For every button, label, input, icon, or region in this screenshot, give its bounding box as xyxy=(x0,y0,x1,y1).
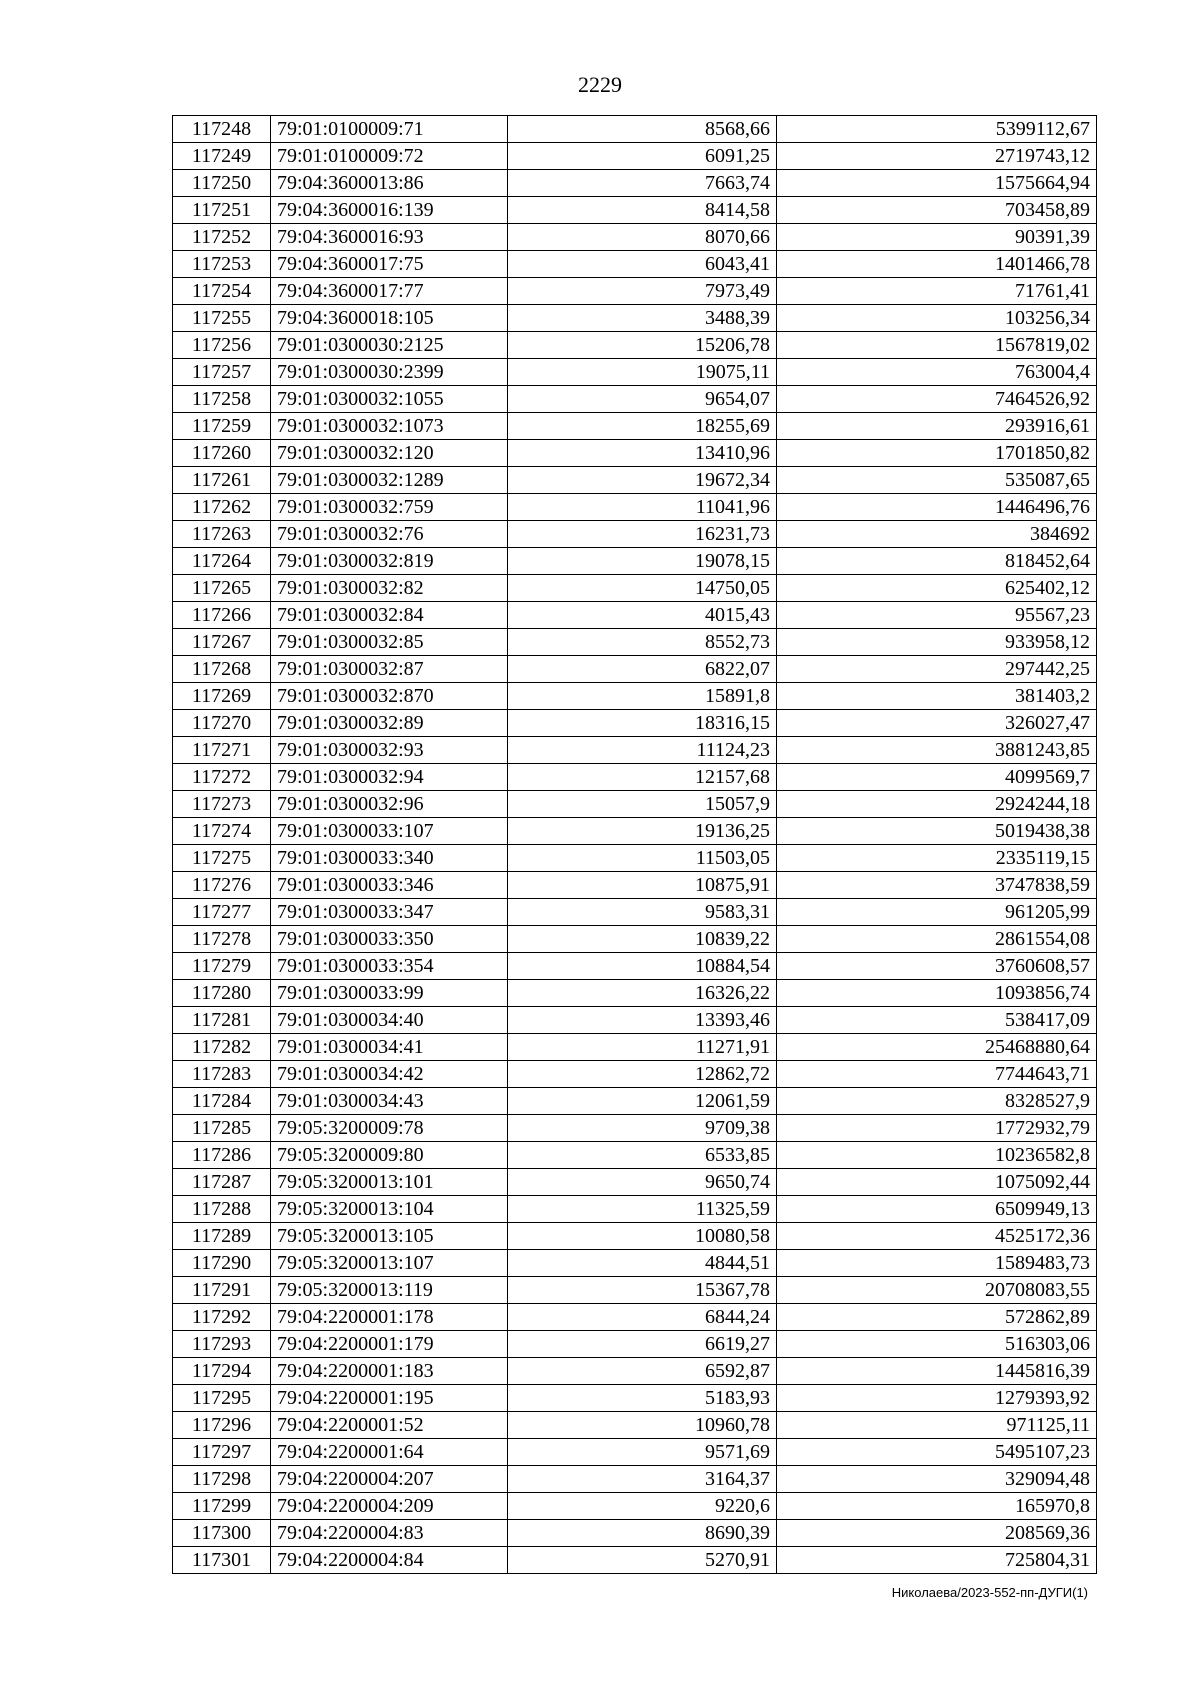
amount-cell: 297442,25 xyxy=(777,656,1097,683)
cadastral-number-cell: 79:01:0300033:99 xyxy=(271,980,508,1007)
row-number-cell: 117300 xyxy=(173,1520,271,1547)
amount-cell: 1075092,44 xyxy=(777,1169,1097,1196)
amount-cell: 3747838,59 xyxy=(777,872,1097,899)
row-number-cell: 117259 xyxy=(173,413,271,440)
table-row xyxy=(173,1385,1097,1412)
table-row xyxy=(173,683,1097,710)
cadastral-number-cell: 79:01:0300033:340 xyxy=(271,845,508,872)
amount-cell: 6509949,13 xyxy=(777,1196,1097,1223)
amount-cell: 165970,8 xyxy=(777,1493,1097,1520)
amount-cell: 20708083,55 xyxy=(777,1277,1097,1304)
cadastral-number-cell: 79:01:0300030:2125 xyxy=(271,332,508,359)
row-number-cell: 117249 xyxy=(173,143,271,170)
row-number-cell: 117272 xyxy=(173,764,271,791)
row-number-cell: 117275 xyxy=(173,845,271,872)
value-cell: 15367,78 xyxy=(508,1277,777,1304)
cadastral-number-cell: 79:01:0300032:819 xyxy=(271,548,508,575)
table-row xyxy=(173,305,1097,332)
cadastral-number-cell: 79:01:0300032:93 xyxy=(271,737,508,764)
row-number-cell: 117260 xyxy=(173,440,271,467)
amount-cell: 3760608,57 xyxy=(777,953,1097,980)
row-number-cell: 117286 xyxy=(173,1142,271,1169)
value-cell: 8552,73 xyxy=(508,629,777,656)
value-cell: 6533,85 xyxy=(508,1142,777,1169)
amount-cell: 208569,36 xyxy=(777,1520,1097,1547)
cadastral-number-cell: 79:01:0300032:759 xyxy=(271,494,508,521)
table-row xyxy=(173,386,1097,413)
table-row xyxy=(173,1034,1097,1061)
cadastral-number-cell: 79:01:0300033:354 xyxy=(271,953,508,980)
registry-table xyxy=(172,115,1097,1574)
row-number-cell: 117266 xyxy=(173,602,271,629)
value-cell: 11503,05 xyxy=(508,845,777,872)
value-cell: 13410,96 xyxy=(508,440,777,467)
row-number-cell: 117255 xyxy=(173,305,271,332)
amount-cell: 625402,12 xyxy=(777,575,1097,602)
value-cell: 9220,6 xyxy=(508,1493,777,1520)
cadastral-number-cell: 79:01:0300032:1055 xyxy=(271,386,508,413)
table-row xyxy=(173,467,1097,494)
row-number-cell: 117297 xyxy=(173,1439,271,1466)
row-number-cell: 117254 xyxy=(173,278,271,305)
table-row xyxy=(173,1142,1097,1169)
amount-cell: 3881243,85 xyxy=(777,737,1097,764)
amount-cell: 725804,31 xyxy=(777,1547,1097,1574)
row-number-cell: 117253 xyxy=(173,251,271,278)
cadastral-number-cell: 79:01:0300034:41 xyxy=(271,1034,508,1061)
value-cell: 5183,93 xyxy=(508,1385,777,1412)
cadastral-number-cell: 79:01:0100009:71 xyxy=(271,116,508,143)
amount-cell: 5495107,23 xyxy=(777,1439,1097,1466)
table-row xyxy=(173,899,1097,926)
row-number-cell: 117284 xyxy=(173,1088,271,1115)
value-cell: 5270,91 xyxy=(508,1547,777,1574)
table-row xyxy=(173,548,1097,575)
table-row xyxy=(173,1358,1097,1385)
amount-cell: 971125,11 xyxy=(777,1412,1097,1439)
row-number-cell: 117269 xyxy=(173,683,271,710)
row-number-cell: 117287 xyxy=(173,1169,271,1196)
value-cell: 10839,22 xyxy=(508,926,777,953)
row-number-cell: 117292 xyxy=(173,1304,271,1331)
row-number-cell: 117298 xyxy=(173,1466,271,1493)
value-cell: 6043,41 xyxy=(508,251,777,278)
cadastral-number-cell: 79:01:0300034:43 xyxy=(271,1088,508,1115)
cadastral-number-cell: 79:05:3200013:101 xyxy=(271,1169,508,1196)
cadastral-number-cell: 79:04:3600017:77 xyxy=(271,278,508,305)
amount-cell: 384692 xyxy=(777,521,1097,548)
table-row xyxy=(173,521,1097,548)
value-cell: 12157,68 xyxy=(508,764,777,791)
row-number-cell: 117270 xyxy=(173,710,271,737)
row-number-cell: 117301 xyxy=(173,1547,271,1574)
value-cell: 9709,38 xyxy=(508,1115,777,1142)
cadastral-number-cell: 79:05:3200013:104 xyxy=(271,1196,508,1223)
table-row xyxy=(173,1466,1097,1493)
footer-document-code: Николаева/2023-552-пп-ДУГИ(1) xyxy=(891,1585,1088,1600)
amount-cell: 4099569,7 xyxy=(777,764,1097,791)
row-number-cell: 117268 xyxy=(173,656,271,683)
amount-cell: 1445816,39 xyxy=(777,1358,1097,1385)
amount-cell: 7464526,92 xyxy=(777,386,1097,413)
row-number-cell: 117281 xyxy=(173,1007,271,1034)
row-number-cell: 117299 xyxy=(173,1493,271,1520)
value-cell: 6091,25 xyxy=(508,143,777,170)
row-number-cell: 117285 xyxy=(173,1115,271,1142)
cadastral-number-cell: 79:01:0300032:1289 xyxy=(271,467,508,494)
table-row xyxy=(173,629,1097,656)
amount-cell: 818452,64 xyxy=(777,548,1097,575)
amount-cell: 572862,89 xyxy=(777,1304,1097,1331)
value-cell: 6592,87 xyxy=(508,1358,777,1385)
value-cell: 11271,91 xyxy=(508,1034,777,1061)
value-cell: 7663,74 xyxy=(508,170,777,197)
amount-cell: 4525172,36 xyxy=(777,1223,1097,1250)
row-number-cell: 117252 xyxy=(173,224,271,251)
table-row xyxy=(173,953,1097,980)
table-row xyxy=(173,926,1097,953)
value-cell: 9583,31 xyxy=(508,899,777,926)
row-number-cell: 117290 xyxy=(173,1250,271,1277)
row-number-cell: 117282 xyxy=(173,1034,271,1061)
amount-cell: 1401466,78 xyxy=(777,251,1097,278)
row-number-cell: 117283 xyxy=(173,1061,271,1088)
value-cell: 9654,07 xyxy=(508,386,777,413)
value-cell: 18316,15 xyxy=(508,710,777,737)
cadastral-number-cell: 79:04:2200004:83 xyxy=(271,1520,508,1547)
cadastral-number-cell: 79:04:3600016:139 xyxy=(271,197,508,224)
amount-cell: 1279393,92 xyxy=(777,1385,1097,1412)
row-number-cell: 117277 xyxy=(173,899,271,926)
cadastral-number-cell: 79:04:3600017:75 xyxy=(271,251,508,278)
table-row xyxy=(173,224,1097,251)
value-cell: 16326,22 xyxy=(508,980,777,1007)
table-row xyxy=(173,1493,1097,1520)
value-cell: 13393,46 xyxy=(508,1007,777,1034)
row-number-cell: 117295 xyxy=(173,1385,271,1412)
amount-cell: 95567,23 xyxy=(777,602,1097,629)
table-row xyxy=(173,332,1097,359)
table-row xyxy=(173,1196,1097,1223)
cadastral-number-cell: 79:01:0300032:120 xyxy=(271,440,508,467)
amount-cell: 763004,4 xyxy=(777,359,1097,386)
cadastral-number-cell: 79:04:2200004:209 xyxy=(271,1493,508,1520)
value-cell: 18255,69 xyxy=(508,413,777,440)
table-body xyxy=(173,116,1097,1574)
amount-cell: 7744643,71 xyxy=(777,1061,1097,1088)
amount-cell: 2924244,18 xyxy=(777,791,1097,818)
row-number-cell: 117296 xyxy=(173,1412,271,1439)
cadastral-number-cell: 79:05:3200009:78 xyxy=(271,1115,508,1142)
cadastral-number-cell: 79:04:2200001:178 xyxy=(271,1304,508,1331)
value-cell: 8414,58 xyxy=(508,197,777,224)
cadastral-number-cell: 79:01:0300032:82 xyxy=(271,575,508,602)
row-number-cell: 117267 xyxy=(173,629,271,656)
cadastral-number-cell: 79:05:3200009:80 xyxy=(271,1142,508,1169)
cadastral-number-cell: 79:01:0100009:72 xyxy=(271,143,508,170)
row-number-cell: 117274 xyxy=(173,818,271,845)
amount-cell: 90391,39 xyxy=(777,224,1097,251)
table-row xyxy=(173,494,1097,521)
value-cell: 8568,66 xyxy=(508,116,777,143)
cadastral-number-cell: 79:01:0300034:42 xyxy=(271,1061,508,1088)
cadastral-number-cell: 79:01:0300032:96 xyxy=(271,791,508,818)
amount-cell: 103256,34 xyxy=(777,305,1097,332)
cadastral-number-cell: 79:04:2200004:84 xyxy=(271,1547,508,1574)
table-row xyxy=(173,764,1097,791)
cadastral-number-cell: 79:01:0300032:870 xyxy=(271,683,508,710)
table-row xyxy=(173,656,1097,683)
amount-cell: 8328527,9 xyxy=(777,1088,1097,1115)
cadastral-number-cell: 79:04:2200001:183 xyxy=(271,1358,508,1385)
cadastral-number-cell: 79:04:2200004:207 xyxy=(271,1466,508,1493)
cadastral-number-cell: 79:01:0300032:76 xyxy=(271,521,508,548)
value-cell: 19075,11 xyxy=(508,359,777,386)
amount-cell: 1575664,94 xyxy=(777,170,1097,197)
table-row xyxy=(173,1331,1097,1358)
table-row xyxy=(173,440,1097,467)
value-cell: 6822,07 xyxy=(508,656,777,683)
table-row xyxy=(173,1169,1097,1196)
amount-cell: 538417,09 xyxy=(777,1007,1097,1034)
table-row xyxy=(173,1223,1097,1250)
table-row xyxy=(173,1088,1097,1115)
cadastral-number-cell: 79:04:2200001:179 xyxy=(271,1331,508,1358)
value-cell: 14750,05 xyxy=(508,575,777,602)
amount-cell: 329094,48 xyxy=(777,1466,1097,1493)
row-number-cell: 117256 xyxy=(173,332,271,359)
amount-cell: 516303,06 xyxy=(777,1331,1097,1358)
amount-cell: 1772932,79 xyxy=(777,1115,1097,1142)
table-row xyxy=(173,791,1097,818)
row-number-cell: 117279 xyxy=(173,953,271,980)
cadastral-number-cell: 79:01:0300033:347 xyxy=(271,899,508,926)
amount-cell: 703458,89 xyxy=(777,197,1097,224)
table-row xyxy=(173,818,1097,845)
cadastral-number-cell: 79:01:0300033:350 xyxy=(271,926,508,953)
value-cell: 10960,78 xyxy=(508,1412,777,1439)
table-row xyxy=(173,1277,1097,1304)
table-row xyxy=(173,251,1097,278)
table-row xyxy=(173,1547,1097,1574)
amount-cell: 5019438,38 xyxy=(777,818,1097,845)
amount-cell: 2719743,12 xyxy=(777,143,1097,170)
cadastral-number-cell: 79:05:3200013:105 xyxy=(271,1223,508,1250)
row-number-cell: 117271 xyxy=(173,737,271,764)
table-row xyxy=(173,980,1097,1007)
amount-cell: 381403,2 xyxy=(777,683,1097,710)
value-cell: 15891,8 xyxy=(508,683,777,710)
table-row xyxy=(173,1439,1097,1466)
row-number-cell: 117261 xyxy=(173,467,271,494)
table-row xyxy=(173,1304,1097,1331)
value-cell: 10080,58 xyxy=(508,1223,777,1250)
amount-cell: 535087,65 xyxy=(777,467,1097,494)
amount-cell: 1701850,82 xyxy=(777,440,1097,467)
table-row xyxy=(173,602,1097,629)
row-number-cell: 117294 xyxy=(173,1358,271,1385)
value-cell: 10884,54 xyxy=(508,953,777,980)
table-row xyxy=(173,143,1097,170)
amount-cell: 326027,47 xyxy=(777,710,1097,737)
amount-cell: 293916,61 xyxy=(777,413,1097,440)
value-cell: 7973,49 xyxy=(508,278,777,305)
table-row xyxy=(173,737,1097,764)
cadastral-number-cell: 79:04:2200001:195 xyxy=(271,1385,508,1412)
row-number-cell: 117291 xyxy=(173,1277,271,1304)
value-cell: 3164,37 xyxy=(508,1466,777,1493)
cadastral-number-cell: 79:04:3600013:86 xyxy=(271,170,508,197)
cadastral-number-cell: 79:04:2200001:64 xyxy=(271,1439,508,1466)
value-cell: 19078,15 xyxy=(508,548,777,575)
cadastral-number-cell: 79:01:0300033:346 xyxy=(271,872,508,899)
value-cell: 3488,39 xyxy=(508,305,777,332)
cadastral-number-cell: 79:01:0300033:107 xyxy=(271,818,508,845)
amount-cell: 961205,99 xyxy=(777,899,1097,926)
amount-cell: 1093856,74 xyxy=(777,980,1097,1007)
value-cell: 15057,9 xyxy=(508,791,777,818)
row-number-cell: 117265 xyxy=(173,575,271,602)
value-cell: 9650,74 xyxy=(508,1169,777,1196)
row-number-cell: 117280 xyxy=(173,980,271,1007)
table-row xyxy=(173,575,1097,602)
cadastral-number-cell: 79:05:3200013:107 xyxy=(271,1250,508,1277)
cadastral-number-cell: 79:01:0300034:40 xyxy=(271,1007,508,1034)
value-cell: 6619,27 xyxy=(508,1331,777,1358)
table-row xyxy=(173,170,1097,197)
cadastral-number-cell: 79:04:2200001:52 xyxy=(271,1412,508,1439)
table-row xyxy=(173,116,1097,143)
cadastral-number-cell: 79:01:0300032:94 xyxy=(271,764,508,791)
table-row xyxy=(173,1007,1097,1034)
value-cell: 10875,91 xyxy=(508,872,777,899)
page-number: 2229 xyxy=(578,72,622,97)
row-number-cell: 117293 xyxy=(173,1331,271,1358)
value-cell: 12862,72 xyxy=(508,1061,777,1088)
row-number-cell: 117262 xyxy=(173,494,271,521)
row-number-cell: 117273 xyxy=(173,791,271,818)
table-row xyxy=(173,1520,1097,1547)
value-cell: 8070,66 xyxy=(508,224,777,251)
cadastral-number-cell: 79:01:0300032:85 xyxy=(271,629,508,656)
row-number-cell: 117257 xyxy=(173,359,271,386)
cadastral-number-cell: 79:01:0300032:87 xyxy=(271,656,508,683)
amount-cell: 5399112,67 xyxy=(777,116,1097,143)
amount-cell: 71761,41 xyxy=(777,278,1097,305)
cadastral-number-cell: 79:01:0300032:84 xyxy=(271,602,508,629)
amount-cell: 1589483,73 xyxy=(777,1250,1097,1277)
row-number-cell: 117250 xyxy=(173,170,271,197)
amount-cell: 933958,12 xyxy=(777,629,1097,656)
table-row xyxy=(173,197,1097,224)
table-row xyxy=(173,359,1097,386)
cadastral-number-cell: 79:01:0300032:1073 xyxy=(271,413,508,440)
cadastral-number-cell: 79:04:3600016:93 xyxy=(271,224,508,251)
row-number-cell: 117248 xyxy=(173,116,271,143)
value-cell: 4844,51 xyxy=(508,1250,777,1277)
value-cell: 16231,73 xyxy=(508,521,777,548)
cadastral-number-cell: 79:01:0300032:89 xyxy=(271,710,508,737)
value-cell: 11325,59 xyxy=(508,1196,777,1223)
row-number-cell: 117289 xyxy=(173,1223,271,1250)
amount-cell: 1567819,02 xyxy=(777,332,1097,359)
value-cell: 8690,39 xyxy=(508,1520,777,1547)
value-cell: 11041,96 xyxy=(508,494,777,521)
value-cell: 19672,34 xyxy=(508,467,777,494)
amount-cell: 1446496,76 xyxy=(777,494,1097,521)
value-cell: 15206,78 xyxy=(508,332,777,359)
table-row xyxy=(173,710,1097,737)
amount-cell: 10236582,8 xyxy=(777,1142,1097,1169)
row-number-cell: 117288 xyxy=(173,1196,271,1223)
value-cell: 11124,23 xyxy=(508,737,777,764)
table-row xyxy=(173,872,1097,899)
table-row xyxy=(173,845,1097,872)
value-cell: 9571,69 xyxy=(508,1439,777,1466)
row-number-cell: 117263 xyxy=(173,521,271,548)
amount-cell: 2335119,15 xyxy=(777,845,1097,872)
table-row xyxy=(173,1250,1097,1277)
table-row xyxy=(173,1412,1097,1439)
cadastral-number-cell: 79:04:3600018:105 xyxy=(271,305,508,332)
value-cell: 4015,43 xyxy=(508,602,777,629)
amount-cell: 25468880,64 xyxy=(777,1034,1097,1061)
amount-cell: 2861554,08 xyxy=(777,926,1097,953)
table-row xyxy=(173,278,1097,305)
row-number-cell: 117264 xyxy=(173,548,271,575)
value-cell: 19136,25 xyxy=(508,818,777,845)
cadastral-number-cell: 79:01:0300030:2399 xyxy=(271,359,508,386)
row-number-cell: 117251 xyxy=(173,197,271,224)
row-number-cell: 117258 xyxy=(173,386,271,413)
table-row xyxy=(173,1061,1097,1088)
value-cell: 12061,59 xyxy=(508,1088,777,1115)
value-cell: 6844,24 xyxy=(508,1304,777,1331)
row-number-cell: 117278 xyxy=(173,926,271,953)
table-row xyxy=(173,1115,1097,1142)
cadastral-number-cell: 79:05:3200013:119 xyxy=(271,1277,508,1304)
table-row xyxy=(173,413,1097,440)
row-number-cell: 117276 xyxy=(173,872,271,899)
